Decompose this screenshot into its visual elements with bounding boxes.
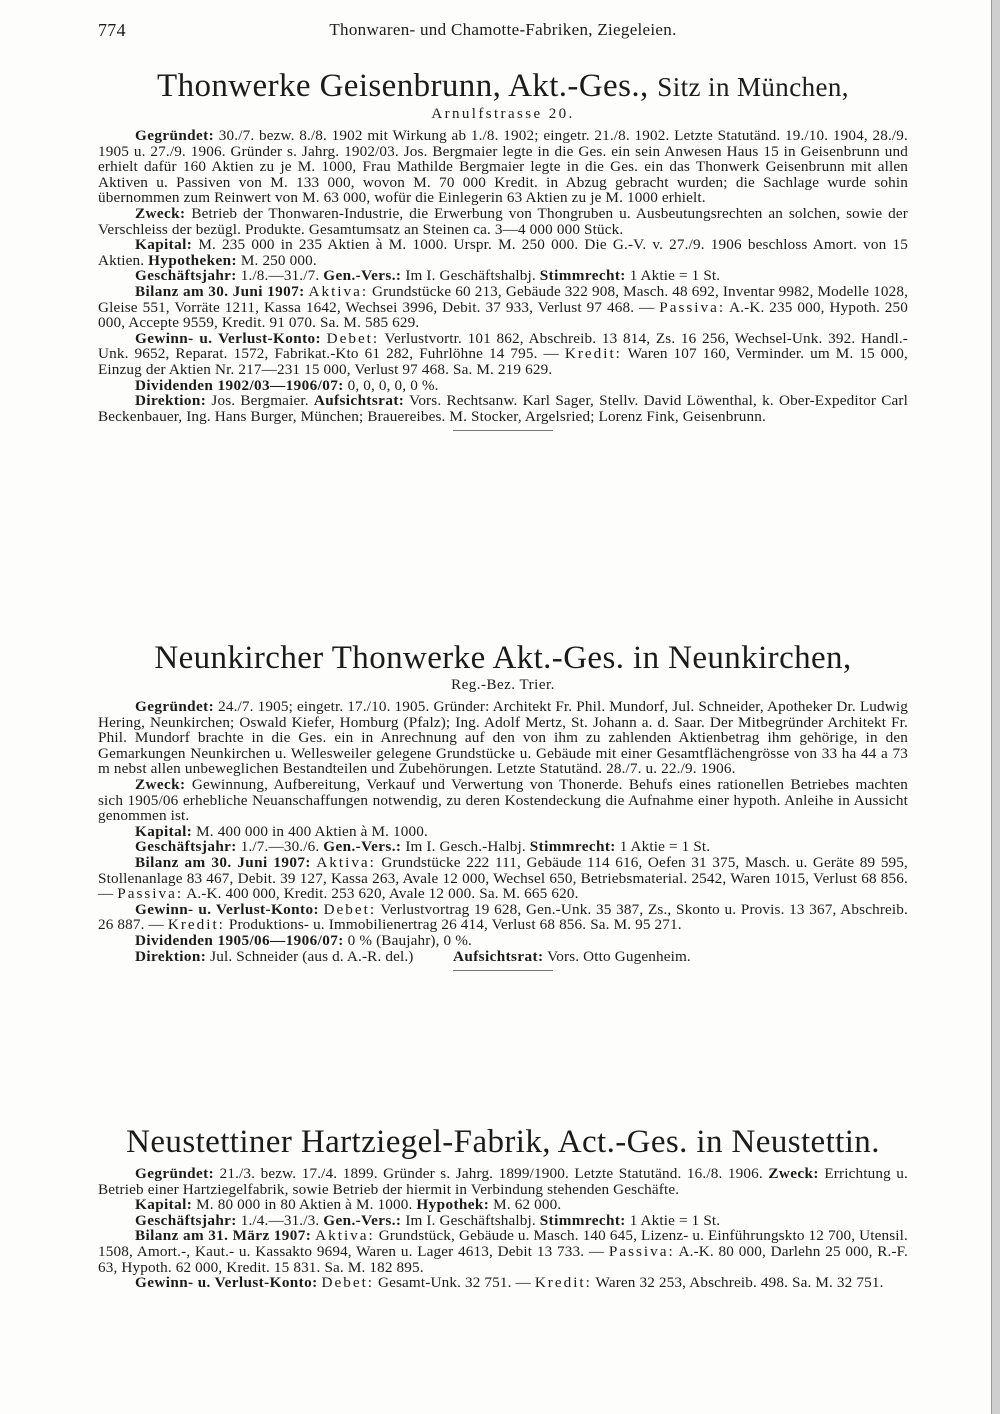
document-page (98, 0, 908, 1414)
entry-title-suffix: Sitz in München, (657, 72, 849, 102)
page-edge (991, 0, 1000, 1414)
entry-subtitle: Reg.-Bez. Trier. (451, 677, 555, 693)
entry-title: Neunkircher Thonwerke Akt.-Ges. in Neunkirchen, (154, 640, 852, 676)
entry-subtitle: Arnulfstrasse 20. (431, 106, 575, 122)
entry-neunkircher-thonwerke (98, 640, 908, 971)
entry-body: Gegründet: 24./7. 1905; eingetr. 17./10. 1905. Gründer: Architekt Fr. Phil. Mundorf, Jul. Schneider, Apotheker Dr. Ludwig Hering, Neunkirchen; Oswald Kiefer, Homburg (Pfalz); Ing. Adolf Mertz, St. Johann a. d. Saar. Der Mitbegründer Architekt Fr. Phil. Mundorf brachte in die Ges. ein in Anrechnung auf den von ihm zu zahlenden Aktienbetrag ihm gehörige, in den Gemarkungen Neunkirchen u. Wellesweiler gelegene Grundstücke u. Gebäude mit einer Gesamtflächengrösse von 33 ha 44 a 73 m nebst allen unbeweglichen Bestandteilen und Zubehörungen. Letzte Statutänd. 28./7. u. 22./9. 1906. Zweck: Gewinnung, Aufbereitung, Verkauf und Verwertung von Thonerde. Behufs eines rationellen Betriebes machten sich 1905/06 erhebliche Neuanschaffungen notwendig, zu deren Kostendeckung die Aufnahme einer hypoth. Anleihe in Aussicht genommen ist. Kapital: M. 400 000 in 400 Aktien à M. 1000. Geschäftsjahr: 1./7.—30./6. Gen.-Vers.: Im I. Gesch.-Halbj. Stimmrecht: 1 Aktie = 1 St. Bilanz am 30. Juni 1907: Aktiva: Grundstücke 222 111, Gebäude 114 616, Oefen 31 375, Masch. u. Geräte 89 595, Stollenanlage 83 467, Debit. 39 127, Kassa 263, Avale 12 000, Wechsel 650, Betriebsmaterial. 2542, Waren 1015, Verlust 68 856. — Passiva: A.-K. 400 000, Kredit. 253 620, Avale 12 000. Sa. M. 665 620. Gewinn- u. Verlust-Konto: Debet: Verlustvortrag 19 628, Gen.-Unk. 35 387, Zs., Skonto u. Provis. 13 367, Abschreib. 26 887. — Kredit: Produktions- u. Immobilienertrag 26 414, Verlust 68 856. Sa. M. 95 271. Dividenden 1905/06—1906/07: 0 % (Baujahr), 0 %. Direktion: Jul. Schneider (aus d. A.-R. del.) Aufsichtsrat: Vors. Otto Gugenheim. (98, 698, 908, 965)
entry-body: Gegründet: 30./7. bezw. 8./8. 1902 mit Wirkung ab 1./8. 1902; eingetr. 21./8. 1902. Letzte Statutänd. 19./10. 1904, 28./9. 1905 u. 27./9. 1906. Gründer s. Jahrg. 1902/03. Jos. Bergmaier legte in die Ges. ein sein Anwesen Haus 15 in Geisenbrunn und erhielt dafür 160 Aktien zu je M. 1000, Frau Mathilde Bergmaier legte in die Ges. ein das Thonwerk Geisenbrunn mit allen Aktiven u. Passiven von M. 133 000, wovon M. 70 000 Kredit. in Abzug gebracht wurden; die Sachlage wurde sohin übernommen zum Reinwert von M. 63 000, wofür die Einlegerin 63 Aktien zu je M. 1000 erhielt. Zweck: Betrieb der Thonwaren-Industrie, die Erwerbung von Thongruben u. Ausbeutungsrechten an solchen, sowie der Verschleiss der bezügl. Produkte. Gesamtumsatz an Steinen ca. 3—4 000 000 Stück. Kapital: M. 235 000 in 235 Aktien à M. 1000. Urspr. M. 250 000. Die G.-V. v. 27./9. 1906 beschloss Amort. von 15 Aktien. Hypotheken: M. 250 000. Geschäftsjahr: 1./8.—31./7. Gen.-Vers.: Im I. Geschäftshalbj. Stimmrecht: 1 Aktie = 1 St. Bilanz am 30. Juni 1907: Aktiva: Grundstücke 60 213, Gebäude 322 908, Masch. 48 692, Inventar 9982, Modelle 1028, Gleise 551, Vorräte 1211, Kassa 1642, Wechsei 3996, Debit. 37 933, Verlust 97 468. — Passiva: A.-K. 235 000, Hypoth. 250 000, Accepte 9559, Kredit. 91 070. Sa. M. 585 629. Gewinn- u. Verlust-Konto: Debet: Verlustvortr. 101 862, Abschreib. 13 814, Zs. 16 256, Wechsel-Unk. 392. Handl.-Unk. 9652, Reparat. 1572, Fabrikat.-Kto 61 282, Fuhrlöhne 14 795. — Kredit: Waren 107 160, Verminder. um M. 15 000, Einzug der Aktien Nr. 217—231 15 000, Verlust 97 468. Sa. M. 219 629. Dividenden 1902/03—1906/07: 0, 0, 0, 0, 0 %. Direktion: Jos. Bergmaier. Aufsichtsrat: Vors. Rechtsanw. Karl Sager, Stellv. David Löwenthal, k. Ober-Expeditor Carl Beckenbauer, Ing. Hans Burger, München; Brauereibes. M. Stocker, Argelsried; Lorenz Fink, Geisenbrunn. (98, 127, 909, 425)
page-header (98, 20, 908, 46)
section-separator (453, 970, 553, 971)
entry-title: Thonwerke Geisenbrunn, Akt.-Ges., Sitz in München, (157, 68, 849, 104)
page-number: 774 (98, 20, 126, 40)
entry-neustettiner-hartziegel (98, 1124, 908, 1291)
running-title: Thonwaren- und Chamotte-Fabriken, Ziegeleien. (329, 20, 677, 39)
entry-title: Neustettiner Hartziegel-Fabrik, Act.-Ges. in Neustettin. (126, 1124, 880, 1160)
entry-body: Gegründet: 21./3. bezw. 17./4. 1899. Gründer s. Jahrg. 1899/1900. Letzte Statutänd. 16./8. 1906. Zweck: Errichtung u. Betrieb einer Hartziegelfabrik, sowie Betrieb der hiermit in Verbindung stehenden Geschäfte. Kapital: M. 80 000 in 80 Aktien à M. 1000. Hypothek: M. 62 000. Geschäftsjahr: 1./4.—31./3. Gen.-Vers.: Im I. Geschäftshalbj. Stimmrecht: 1 Aktie = 1 St. Bilanz am 31. März 1907: Aktiva: Grundstück, Gebäude u. Masch. 140 645, Lizenz- u. Einführungskto 12 700, Utensil. 1508, Amort.-, Kaut.- u. Kassakto 9694, Waren u. Lager 4613, Debit 13 733. — Passiva: A.-K. 80 000, Darlehn 25 000, R.-F. 63, Hypoth. 62 000, Kredit. 15 831. Sa. M. 182 895. Gewinn- u. Verlust-Konto: Debet: Gesamt-Unk. 32 751. — Kredit: Waren 32 253, Abschreib. 498. Sa. M. 32 751. (98, 1165, 909, 1292)
entry-thonwerke-geisenbrunn (98, 68, 908, 431)
section-separator (453, 430, 553, 431)
